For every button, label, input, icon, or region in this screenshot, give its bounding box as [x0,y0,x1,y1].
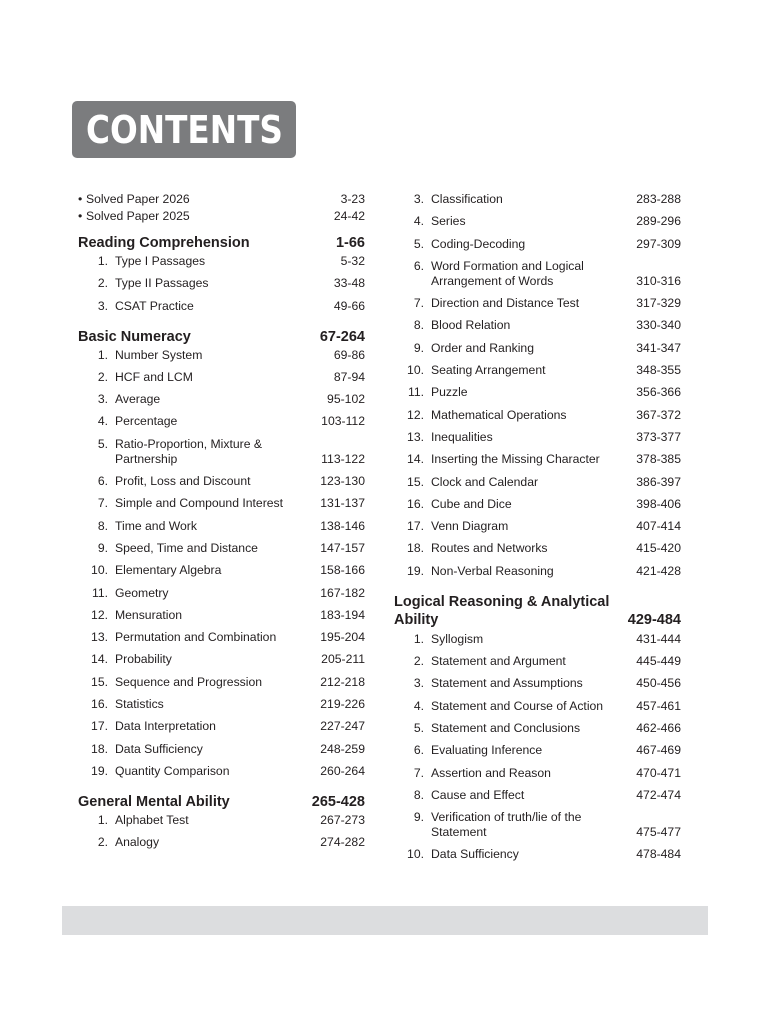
toc-entry [78,414,365,429]
entry-title: Average [115,392,161,407]
entry-title: Quantity Comparison [115,763,230,778]
toc-entry [394,654,681,669]
section-title-line-1: Logical Reasoning & Analytical [394,593,610,610]
entry-title: Direction and Distance Test [431,296,580,311]
toc-entry [78,675,365,690]
entry-number: 10. [407,363,424,378]
bullet-icon: • [78,209,83,223]
entry-number: 12. [407,407,424,422]
entry-number: 7. [413,296,424,311]
section-title: Reading Comprehension [78,235,250,251]
toc-entry [78,835,365,850]
entry-pages: 219-226 [320,697,365,712]
entry-number: 1. [97,812,108,827]
section-pages: 429-484 [627,611,681,628]
entry-title: Seating Arrangement [431,363,546,378]
entry-pages: 356-366 [636,385,681,400]
entry-title: Inserting the Missing Character [431,452,600,467]
entry-title: Alphabet Test [115,812,189,827]
entry-pages: 248-259 [320,741,365,756]
entry-number: 1. [97,347,108,362]
toc-left-column [78,192,365,850]
entry-pages: 138-146 [320,518,365,533]
entry-title: Inequalities [431,429,493,444]
toc-entry [394,214,681,229]
entry-pages: 3-23 [340,192,365,206]
entry-number: 16. [407,496,424,511]
entry-number: 2. [413,654,424,669]
entry-title: HCF and LCM [115,369,193,384]
toc-entry [394,743,681,758]
entry-title: Cube and Dice [431,496,512,511]
entry-number: 6. [413,743,424,758]
entry-pages: 421-428 [636,563,681,578]
entry-title: Statistics [115,697,164,712]
entry-number: 3. [413,192,424,206]
entry-title: Statement and Assumptions [431,676,583,691]
entry-title: Profit, Loss and Discount [115,474,251,489]
entry-title: Permutation and Combination [115,630,277,645]
toc-entry [394,541,681,556]
entry-number: 3. [97,392,108,407]
entry-number: 15. [91,674,108,689]
entry-pages: 69-86 [333,347,365,362]
entry-number: 4. [97,414,108,429]
entry-pages: 341-347 [636,340,681,355]
entry-title: Percentage [115,414,178,429]
toc-entry [78,742,365,757]
entry-number: 5. [413,720,424,735]
entry-title: Non-Verbal Reasoning [431,563,554,578]
entry-number: 3. [97,298,108,313]
entry-number: 10. [407,847,424,862]
entry-pages: 467-469 [636,743,681,758]
entry-pages: 367-372 [636,407,681,422]
entry-pages: 274-282 [320,835,365,850]
section-pages: 1-66 [335,235,365,251]
entry-number: 7. [413,765,424,780]
entry-number: 14. [407,452,424,467]
entry-number: 9. [413,340,424,355]
solved-paper-entry [78,209,365,224]
entry-pages: 407-414 [636,519,681,534]
entry-number: 12. [91,607,108,622]
entry-number: 8. [413,318,424,333]
entry-title: Data Sufficiency [115,741,203,756]
entry-pages: 450-456 [636,676,681,691]
entry-pages: 348-355 [636,363,681,378]
entry-number: 17. [91,719,108,734]
entry-pages: 457-461 [636,698,681,713]
entry-title: Routes and Networks [431,541,548,556]
toc-entry [78,519,365,534]
toc-entry [78,437,365,467]
entry-title: Type II Passages [115,276,209,291]
toc-entry [394,788,681,803]
entry-title: Word Formation and Logical Arrangement of Words [431,258,584,288]
entry-number: 7. [97,496,108,511]
toc-entry [394,497,681,512]
entry-number: 16. [91,697,108,712]
toc-entry [78,652,365,667]
entry-number: 19. [407,563,424,578]
entry-title: Order and Ranking [431,340,534,355]
toc-entry [394,259,681,289]
section-title: Basic Numeracy [78,328,191,345]
entry-title: Solved Paper 2025 [86,209,190,223]
entry-number: 17. [407,519,424,534]
entry-number: 9. [413,810,424,825]
entry-number: 8. [413,787,424,802]
entry-pages: 475-477 [636,825,681,840]
entry-pages: 330-340 [636,318,681,333]
entry-title: Geometry [115,585,169,600]
section-heading [78,328,365,346]
entry-pages: 297-309 [636,236,681,251]
entry-title: Ratio-Proportion, Mixture & Partnership [115,436,262,466]
toc-entry [78,348,365,363]
entry-pages: 87-94 [333,369,365,384]
entry-number: 6. [413,258,424,273]
entry-number: 14. [91,652,108,667]
section-pages: 67-264 [319,328,365,345]
entry-number: 5. [97,436,108,451]
toc-entry [394,192,681,207]
toc-entry [78,370,365,385]
solved-paper-entry [78,192,365,207]
entry-pages: 386-397 [636,474,681,489]
toc-entry [394,632,681,647]
toc-entry [394,363,681,378]
toc-entry [78,299,365,314]
entry-title: Mensuration [115,607,183,622]
toc-entry [78,392,365,407]
toc-entry [394,699,681,714]
entry-pages: 478-484 [636,847,681,862]
entry-number: 10. [91,563,108,578]
section-title-line-2-row [394,611,681,629]
entry-number: 4. [413,698,424,713]
entry-pages: 317-329 [636,296,681,311]
entry-title: Puzzle [431,385,468,400]
entry-title: Clock and Calendar [431,474,539,489]
entry-title: Analogy [115,835,160,850]
entry-pages: 260-264 [320,763,365,778]
entry-title: Data Sufficiency [431,847,519,862]
entry-title: Verification of truth/lie of the Statement [431,810,582,840]
entry-pages: 289-296 [636,214,681,229]
entry-number: 6. [97,474,108,489]
entry-title: Type I Passages [115,254,206,268]
entry-title: Evaluating Inference [431,743,543,758]
toc-entry [394,452,681,467]
entry-title: Venn Diagram [431,519,509,534]
entry-number: 13. [91,630,108,645]
entry-title: Statement and Conclusions [431,720,581,735]
entry-title: Cause and Effect [431,787,525,802]
entry-pages: 227-247 [320,719,365,734]
toc-entry [78,541,365,556]
entry-number: 19. [91,763,108,778]
section-heading [78,793,365,811]
entry-pages: 113-122 [321,451,365,466]
entry-pages: 24-42 [333,209,365,223]
entry-pages: 183-194 [320,607,365,622]
toc-entry [394,810,681,840]
toc-entry [78,563,365,578]
entry-number: 8. [97,518,108,533]
toc-entry [394,318,681,333]
entry-title: Time and Work [115,518,197,533]
toc-entry [78,630,365,645]
toc-entry [394,519,681,534]
toc-entry [78,474,365,489]
entry-title: Number System [115,347,203,362]
entry-number: 18. [91,741,108,756]
entry-title: Probability [115,652,172,667]
entry-number: 4. [413,214,424,229]
entry-number: 15. [407,474,424,489]
toc-entry [78,254,365,269]
entry-title: Syllogism [431,631,484,646]
entry-title: Series [431,214,466,229]
entry-number: 1. [413,631,424,646]
entry-pages: 147-157 [320,540,365,555]
toc-entry [394,766,681,781]
toc-entry [394,721,681,736]
toc-entry [78,813,365,828]
toc-right-column [394,192,681,862]
entry-pages: 445-449 [636,654,681,669]
entry-title: Statement and Course of Action [431,698,604,713]
toc-entry [394,408,681,423]
entry-pages: 462-466 [636,720,681,735]
entry-title: Speed, Time and Distance [115,540,258,555]
toc-entry [394,430,681,445]
entry-pages: 33-48 [333,276,365,291]
entry-number: 11. [407,385,424,400]
entry-number: 3. [413,676,424,691]
toc-entry [78,764,365,779]
entry-pages: 167-182 [320,585,365,600]
toc-entry [394,847,681,862]
entry-pages: 205-211 [321,652,365,667]
entry-pages: 415-420 [636,541,681,556]
entry-pages: 431-444 [636,631,681,646]
entry-pages: 267-273 [320,812,365,827]
entry-pages: 5-32 [340,254,365,268]
toc-entry [394,296,681,311]
toc-entry [394,341,681,356]
section-heading [78,234,365,252]
entry-number: 1. [97,254,108,268]
entry-number: 13. [407,429,424,444]
toc-entry [394,475,681,490]
toc-entry [78,276,365,291]
entry-pages: 470-471 [636,765,681,780]
entry-number: 5. [413,236,424,251]
entry-title: Simple and Compound Interest [115,496,284,511]
page-title: CONTENTS [85,107,283,152]
toc-entry [394,237,681,252]
section-title-line-2: Ability [394,611,439,628]
entry-pages: 49-66 [333,298,365,313]
entry-number: 9. [97,540,108,555]
entry-title: Classification [431,192,503,206]
entry-number: 18. [407,541,424,556]
entry-title: Mathematical Operations [431,407,567,422]
footer-band [62,906,708,935]
section-title: General Mental Ability [78,793,230,810]
toc-entry [394,676,681,691]
entry-number: 2. [97,276,108,291]
entry-pages: 398-406 [636,496,681,511]
section-pages: 265-428 [311,793,365,810]
entry-title: Solved Paper 2026 [86,192,190,206]
entry-pages: 283-288 [636,192,681,206]
entry-pages: 95-102 [327,392,365,407]
entry-title: Coding-Decoding [431,236,526,251]
entry-pages: 103-112 [321,414,365,429]
entry-pages: 158-166 [320,563,365,578]
section-heading [394,593,681,629]
bullet-icon: • [78,192,83,206]
entry-number: 11. [91,585,108,600]
toc-entry [78,586,365,601]
entry-title: Statement and Argument [431,654,566,669]
entry-pages: 472-474 [636,787,681,802]
entry-pages: 212-218 [320,674,365,689]
toc-entry [394,564,681,579]
entry-pages: 373-377 [636,429,681,444]
entry-pages: 123-130 [320,474,365,489]
contents-title-box [72,101,296,158]
entry-pages: 310-316 [636,273,681,288]
entry-title: Assertion and Reason [431,765,551,780]
entry-title: Blood Relation [431,318,511,333]
toc-entry [78,697,365,712]
entry-number: 2. [97,835,108,850]
entry-title: Data Interpretation [115,719,216,734]
entry-title: Elementary Algebra [115,563,222,578]
entry-number: 2. [97,369,108,384]
entry-pages: 195-204 [320,630,365,645]
toc-entry [78,496,365,511]
entry-title: CSAT Practice [115,298,194,313]
entry-pages: 131-137 [320,496,365,511]
entry-title: Sequence and Progression [115,674,263,689]
toc-entry [78,719,365,734]
toc-entry [78,608,365,623]
entry-pages: 378-385 [636,452,681,467]
toc-entry [394,385,681,400]
